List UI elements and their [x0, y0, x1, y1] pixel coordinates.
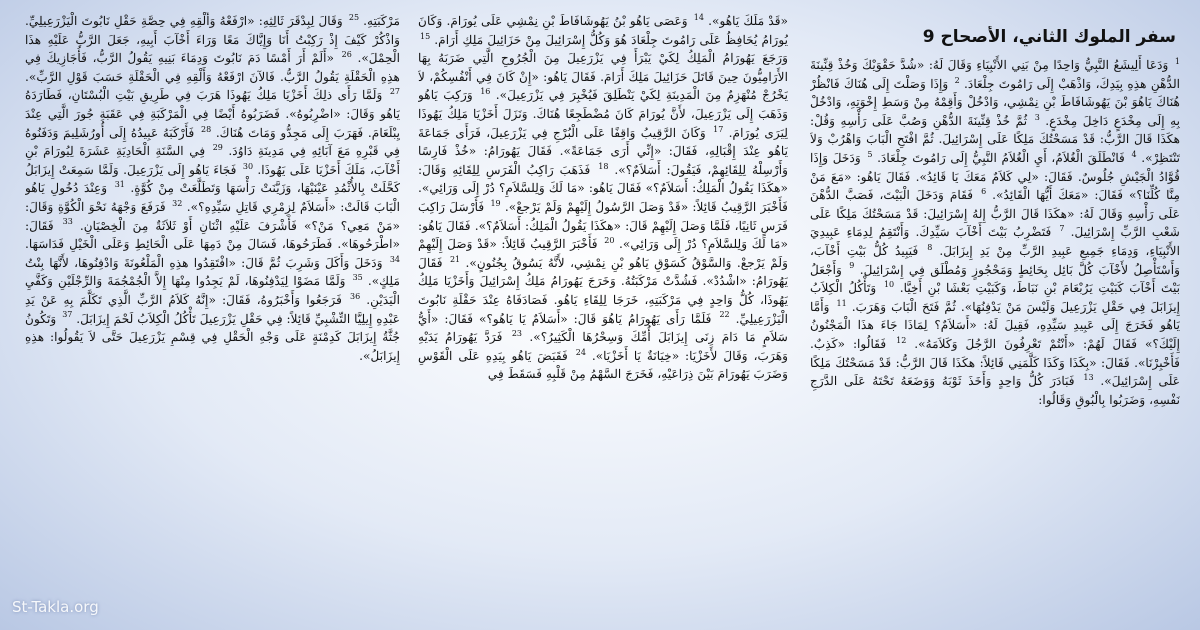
verse-text: مَرْكَبَتِهِ.: [363, 14, 400, 28]
verse-text: فَأَخْبَرَ الرَّقِيبُ قَائِلاً: «قَدْ وَصَلَ إِلَيْهِمْ وَلَمْ يَرْجعْ. وَالسَّوْقُ كَسَوْقِ يَاهُو بْنِ نِمْشِي، لأَنَّهُ يَسُوقُ بِجُنُونٍ».: [418, 237, 788, 270]
verse-number: 16: [480, 87, 491, 97]
verse-number: 22: [719, 310, 730, 320]
verse-number: 19: [490, 198, 501, 208]
verse-text: وَرَكِبَ يَاهُو وَذَهَبَ إِلَى يَزْرَعِيلَ، لأَنَّ يُورَامَ كَانَ مُضْطَجِعًا هُنَاكَ. وَنَزَلَ أَخَزْيَا مَلِكُ يَهُوذَا لِيَرَى يُورَامَ.: [418, 88, 788, 140]
verse-text: «قَدْ مَلَكَ يَاهُو».: [708, 14, 788, 28]
verse-number: 21: [449, 254, 461, 264]
verse-number: 5: [867, 149, 873, 159]
site-watermark: St-Takla.org: [12, 598, 99, 616]
verse-number: 10: [883, 280, 895, 290]
verse-text: وَقَالَ لِبِدْقَرَ ثَالِثِهِ: «ارْفَعْهُ وَأَلْقِهِ فِي حِصَّةِ حَقْلِ نَابُوتَ الْيَزْرَعِيلِيِّ. وَاذْكُرْ كَيْفَ إِذْ رَكِبْتُ أَنَا وَإِيَّاكَ مَعًا وَرَاءَ أَخْآبَ أَبِيهِ، جَعَلَ الرَّبُّ عَلَيْهِ هذَا الْحِمْلَ».: [25, 14, 400, 66]
chapter-title: سفر الملوك الثاني، الأصحاح 9: [922, 27, 1176, 47]
verse-number: 8: [927, 242, 933, 252]
verse-text: فَقَالَ: «اطْرَحُوهَا». فَطَرَحُوهَا، فَسَالَ مِنْ دَمِهَا عَلَى الْحَائِطِ وَعَلَى الْخَيْلِ فَدَاسَهَا.: [25, 218, 400, 252]
verse-text: فَقَامَ وَدَخَلَ الْبَيْتَ، فَصَبَّ الدُّهْنَ عَلَى رَأْسِهِ وَقَالَ لَهُ: «هكَذَا قَالَ الرَّبُّ إِلهُ إِسْرَائِيلَ: قَدْ مَسَحْتُكَ مَلِكًا عَلَى شَعْبِ الرَّبِّ إِسْرَائِيلَ.: [810, 188, 1180, 240]
verse-text: فِي السَّنَةِ الْحَادِيَةِ عَشَرَةَ لِيُورَامَ بْنِ أَخْآبَ، مَلَكَ أَخَزْيَا عَلَى يَهُوذَا.: [25, 144, 400, 177]
verse-number: 7: [1059, 224, 1065, 234]
verse-text: وَلَمَّا رَأَى ذلِكَ أَخَزْيَا مَلِكُ يَهُوذَا هَرَبَ فِي طَرِيقِ بَيْتِ الْبُسْتَانِ، فَطَارَدَهُ يَاهُو وَقَالَ: «اضْرِبُوهُ». فَضَرَبُوهُ أَيْضًا فِي الْمَرْكَبَةِ فِي عَقَبَةِ جُورَ الَّتِي عِنْدَ يِبْلَعَامَ. فَهَرَبَ إِلَى مَجِدُّو وَمَاتَ هُنَاكَ.: [25, 88, 400, 140]
column-left: [25, 12, 400, 612]
verse-number: 3: [1034, 112, 1040, 122]
column-right: [810, 26, 1180, 612]
verse-number: 35: [352, 273, 363, 283]
verse-number: 20: [604, 236, 615, 246]
verse-number: 4: [1131, 149, 1137, 159]
verses-middle: [418, 12, 788, 384]
verse-number: 28: [200, 124, 212, 134]
verse-number: 30: [242, 161, 254, 171]
verse-number: 1: [1174, 56, 1180, 66]
verse-text: فَأَرْكَبَهُ عَبِيدُهُ إِلَى أُورُشَلِيمَ وَدَفَنُوهُ فِي قَبْرِهِ مَعَ آبَائِهِ فِي مَدِينَةِ دَاوُدَ.: [25, 125, 400, 159]
verse-text: فَقَالَ يَهُورَامُ: «اشْدُدْ». فَشُدَّتْ مَرْكَبَتُهُ. وَخَرَجَ يَهُورَامُ مَلِكُ إِسْرَائِيلَ وَأَخَزْيَا مَلِكُ يَهُوذَا، كُلُّ وَاحِدٍ فِي مَرْكَبَتِهِ، خَرَجَا لِلِقَاءِ يَاهُو. فَصَادَفَاهُ عِنْدَ حَقْلَةِ نَابُوتَ الْيَزْرَعِيلِيِّ.: [418, 255, 788, 326]
verse-text: وَتَكُونُ جُثَّةُ إِيزَابَلَ كَدِمْنَةٍ عَلَى وَجْهِ الْحَقْلِ فِي قِسْمِ يَزْرَعِيلَ حَتَّى لاَ يَقُولُوا: هذِهِ إِيزَابَلُ».: [25, 311, 400, 363]
verse-text: وَدَخَلَ وَإِذَا قُوَّادُ الْجَيْشِ جُلُوسٌ. فَقَالَ: «لِي كَلاَمٌ مَعَكَ يَا قَائِدُ». فَقَالَ يَاهُو: «مَعَ مَنْ مِنَّا كُلِّنَا؟» فَقَالَ: «مَعَكَ أَيُّهَا الْقَائِدُ».: [810, 150, 1180, 203]
verse-text: وَدَعَا أَلِيشَعُ النَّبِيُّ وَاحِدًا مِنْ بَنِي الأَنْبِيَاءِ وَقَالَ لَهُ: «شُدَّ حَقْوَيْكَ وَخُذْ قِنِّينَةَ الدُّهْنِ هذِهِ بِيَدِكَ، وَاذْهَبْ إِلَى رَامُوتَ جِلْعَادَ.: [810, 58, 1180, 91]
verse-text: فَرَفَعَ وَجْهَهُ نَحْوَ الْكُوَّةِ وَقَالَ: «مَنْ مَعِي؟ مَنْ؟» فَأَشْرَفَ عَلَيْهِ اثْنَانِ أَوْ ثَلاَثَةٌ مِنَ الْخِصْيَانِ.: [25, 199, 400, 233]
verse-number: 34: [389, 254, 400, 264]
verse-text: وَرَجَعَ يَهُورَامُ الْمَلِكُ لِكَيْ يَبْرَأَ فِي يَزْرَعِيلَ مِنَ الْجُرُوحِ الَّتِي ضَرَبَهُ بِهَا الأَرَامِيُّونَ حِينَ قَاتَلَ حَزَائِيلَ مَلِكَ أَرَامَ. فَقَالَ يَاهُو: «إِنْ كَانَ فِي أَنْفُسِكُمْ، لاَ يَخْرُجْ مُنْهَزِمٌ مِنَ الْمَدِينَةِ لِكَيْ يَنْطَلِقَ فَيُخْبِرَ فِي يَزْرَعِيلَ».: [418, 51, 788, 103]
verse: [359, 14, 400, 28]
verse-number: 17: [713, 124, 724, 134]
verse-text: وَإِذَا وَصَلْتَ إِلَى هُنَاكَ فَانْظُرْ هُنَاكَ يَاهُوَ بْنَ يَهُوشَافَاطَ بْنِ نِمْشِي، وَادْخُلْ وَأَقِمْهُ مِنْ وَسَطِ إِخْوَتِهِ، وَادْخُلْ بِهِ إِلَى مِخْدَعٍ دَاخِلَ مِخْدَعٍ.: [810, 76, 1180, 128]
verse-text: وَعَصَى يَاهُو بْنُ يَهُوشَافَاطَ بْنِ نِمْشِي عَلَى يُورَامَ. وَكَانَ يُورَامُ يُحَافِظُ عَلَى رَامُوتَ جِلْعَادَ هُوَ وَكُلُّ إِسْرَائِيلَ مِنْ حَزَائِيلَ مَلِكِ أَرَامَ.: [418, 14, 788, 47]
verse-text: وَأَمَّا يَاهُو فَخَرَجَ إِلَى عَبِيدِ سَيِّدِهِ، فَقِيلَ لَهُ: «أَسَلاَمٌ؟ لِمَاذَا جَاءَ هذَا الْمَجْنُونُ إِلَيْكَ؟» فَقَالَ لَهُمْ: «أَنْتُمْ تَعْرِفُونَ الرَّجُلَ وَكَلاَمَهُ».: [810, 299, 1180, 351]
verse-number: 9: [849, 261, 855, 271]
verse-number: 23: [511, 329, 523, 339]
column-middle: [418, 12, 788, 612]
verse-number: 27: [389, 87, 400, 97]
verse-number: 37: [62, 310, 73, 320]
verse-text: فَجَاءَ يَاهُو إِلَى يَزْرَعِيلَ. وَلَمَّا سَمِعَتْ إِيزَابَلُ كَحَّلَتْ بِالأُثْمُدِ عَيْنَيْهَا، وَزَيَّنَتْ رَأْسَهَا وَتَطَلَّعَتْ مِنْ كُوَّةٍ.: [25, 162, 400, 196]
verse: [704, 14, 788, 28]
verse-text: فَانْطَلَقَ الْغُلاَمُ، أَيِ الْغُلاَمُ النَّبِيُّ إِلَى رَامُوتَ جِلْعَادَ.: [877, 150, 1125, 165]
verse-number: 18: [598, 161, 609, 171]
verse-text: فَذَهَبَ رَاكِبُ الْفَرَسِ لِلِقَائِهِ وَقَالَ: «هكَذَا يَقُولُ الْمَلِكُ: أَسَلاَمٌ؟» فَقَالَ يَاهُو: «مَا لَكَ وَلِلسَّلاَمِ؟ دُرْ إِلَى وَرَائِي». فَأَخْبَرَ الرَّقِيبُ قَائِلاً: «قَدْ وَصَلَ الرَّسُولُ إِلَيْهِمْ وَلَمْ يَرْجعْ».: [418, 162, 788, 214]
verse-number: 32: [172, 198, 183, 208]
verse-text: ثُمَّ خُذْ قِنِّينَةَ الدُّهْنِ وَصُبَّ عَلَى رَأْسِهِ وَقُلْ: هكَذَا قَالَ الرَّبُّ: قَدْ مَسَحْتُكَ مَلِكًا عَلَى إِسْرَائِيلَ. ثُمَّ افْتَحِ الْبَابَ وَاهْرُبْ وَلاَ تَنْتَظِرْ».: [810, 113, 1180, 165]
verse-number: 15: [420, 31, 431, 41]
verse-number: 2: [954, 75, 960, 85]
verse: [873, 151, 1137, 165]
verse-number: 26: [341, 50, 352, 60]
verse-text: وَتَأْكُلُ الْكِلاَبُ إِيزَابَلَ فِي حَقْلِ يَزْرَعِيلَ وَلَيْسَ مَنْ يَدْفِنُهَا». ثُمَّ فَتَحَ الْبَابَ وَهَرَبَ.: [810, 281, 1180, 314]
verse-number: 29: [212, 143, 223, 153]
verses-left: [25, 12, 400, 365]
verse-text: فَقَبَضَ يَاهُو بِيَدِهِ عَلَى الْقَوْسِ وَضَرَبَ يَهُورَامَ بَيْنَ ذِرَاعَيْهِ، فَخَرَجَ السَّهْمُ مِنْ قَلْبِهِ فَسَقَطَ فِي: [418, 348, 788, 382]
verse-number: 11: [836, 298, 847, 308]
verse-number: 13: [1083, 373, 1094, 383]
verse-text: فَلَمَّا رَأَى يَهُورَامُ يَاهُوَ قَالَ: «أَسَلاَمٌ يَا يَاهُو؟» فَقَالَ: «أَيُّ سَلاَمٍ مَا دَامَ زِنَى إِيزَابَلَ أُمِّكَ وَسِحْرُهَا الْكَثِيرُ؟».: [418, 311, 788, 345]
verse-number: 36: [350, 291, 361, 301]
verse-number: 12: [896, 335, 907, 345]
verse-number: 31: [114, 180, 125, 190]
verse-text: وَعِنْدَ دُخُولِ يَاهُو الْبَابَ قَالَتْ: «أَسَلاَمٌ لِزِمْرِي قَاتِلِ سَيِّدِهِ؟».: [25, 181, 400, 214]
verse-text: وَدَخَلَ وَأَكَلَ وَشَرِبَ ثُمَّ قَالَ: «افْتَقِدُوا هذِهِ الْمَلْعُونَةَ وَادْفِنُوهَا، لأَنَّهَا بِنْتُ مَلِكٍ».: [25, 255, 400, 289]
verse-text: فَرَدَّ يَهُورَامُ يَدَيْهِ وَهَرَبَ، وَقَالَ لأَخَزْيَا: «خِيَانَةٌ يَا أَخَزْيَا».: [418, 330, 788, 363]
verse: [25, 51, 400, 84]
verse-text: فَتَضْرِبُ بَيْتَ أَخْآبَ سَيِّدِكَ. وَأَنْتَقِمُ لِدِمَاءِ عَبِيدِيَ الأَنْبِيَاءِ، وَدِمَاءِ جَمِيعِ عَبِيدِ الرَّبِّ مِنْ يَدِ إِيزَابَلَ.: [810, 225, 1180, 258]
verse-text: فَأَرْسَلَ رَاكِبَ فَرَسٍ ثَانِيًا، فَلَمَّا وَصَلَ إِلَيْهِمْ قَالَ: «هكَذَا يَقُولُ الْمَلِكُ: أَسَلاَمٌ؟». فَقَالَ يَاهُو: «مَا لَكَ وَلِلسَّلاَمِ؟ دُرْ إِلَى وَرَائِي».: [418, 199, 788, 252]
verse-number: 25: [348, 12, 360, 22]
verse-number: 6: [981, 187, 987, 197]
verse: [25, 293, 400, 326]
verse-text: وَكَانَ الرَّقِيبُ وَاقِفًا عَلَى الْبُرْجِ فِي يَزْرَعِيلَ، فَرَأَى جَمَاعَةَ يَاهُو عِنْدَ إِقْبَالِهِ، فَقَالَ: «إِنِّي أَرَى جَمَاعَةً». فَقَالَ يَهُورَامُ: «خُذْ فَارِسًا وَأَرْسِلْهُ لِلِقَائِهِمْ، فَيَقُولَ: أَسَلاَمٌ؟».: [418, 125, 788, 177]
verse-text: فَقَالُوا: «كَذِبٌ. فَأَخْبِرْنَا». فَقَالَ: «بِكَذَا وَكَذَا كَلَّمَنِي قَائِلاً: هكَذَا قَالَ الرَّبُّ: قَدْ مَسَحْتُكَ مَلِكًا عَلَى إِسْرَائِيلَ».: [810, 336, 1180, 389]
verse-number: 14: [693, 12, 704, 22]
verse-text: وَأَجْعَلُ بَيْتَ أَخْآبَ كَبَيْتِ يَرُبْعَامَ بْنِ نَبَاطَ، وَكَبَيْتِ بَعْشَا بْنِ أَخِيَّا.: [810, 262, 1180, 296]
verses-right: [810, 56, 1180, 409]
verse-number: 24: [575, 347, 586, 357]
verse-text: فَيَبِيدُ كُلُّ بَيْتِ أَخْآبَ، وَأَسْتَأْصِلُ لأَخْآبَ كُلَّ بَائِل بِحَائِطٍ وَمَحْجُوزٍ وَمُطْلَق فِي إِسْرَائِيلَ.: [810, 243, 1180, 277]
verse-text: فَرَجَعُوا وَأَخْبَرُوهُ، فَقَالَ: «إِنَّهُ كَلاَمُ الرَّبِّ الَّذِي تَكَلَّمَ بِهِ عَنْ يَدِ عَبْدِهِ إِيلِيَّا التِّشْبِيِّ قَائِلاً: فِي حَقْلِ يَزْرَعِيلَ تَأْكُلُ الْكِلاَبُ لَحْمَ إِيزَابَلَ.: [25, 292, 400, 326]
verse-text: «أَلَمْ أَرَ أَمْسًا دَمَ نَابُوتَ وَدِمَاءَ بَنِيهِ يَقُولُ الرَّبُّ، فَأُجَازِيكَ فِي هذِهِ الْحَقْلَةِ يَقُولُ الرَّبُّ. فَالآنَ ارْفَعْهُ وَأَلْقِهِ فِي الْحَقْلَةِ حَسَبَ قَوْلِ الرَّبِّ».: [25, 51, 400, 84]
verse-number: 33: [62, 217, 73, 227]
verse-text: وَلَمَّا مَضَوْا لِيَدْفِنُوهَا، لَمْ يَجِدُوا مِنْهَا إِلاَّ الْجُمْجُمَةَ وَالرِّجْلَيْنِ وَكَفَّيِ الْيَدَيْنِ.: [25, 274, 400, 307]
verse-text: فَبَادَرَ كُلُّ وَاحِدٍ وَأَخَذَ ثَوْبَهُ وَوَضَعَهُ تَحْتَهُ عَلَى الدَّرَجِ نَفْسِهِ، وَضَرَبُوا بِالْبُوقِ وَقَالُوا:: [810, 374, 1180, 407]
